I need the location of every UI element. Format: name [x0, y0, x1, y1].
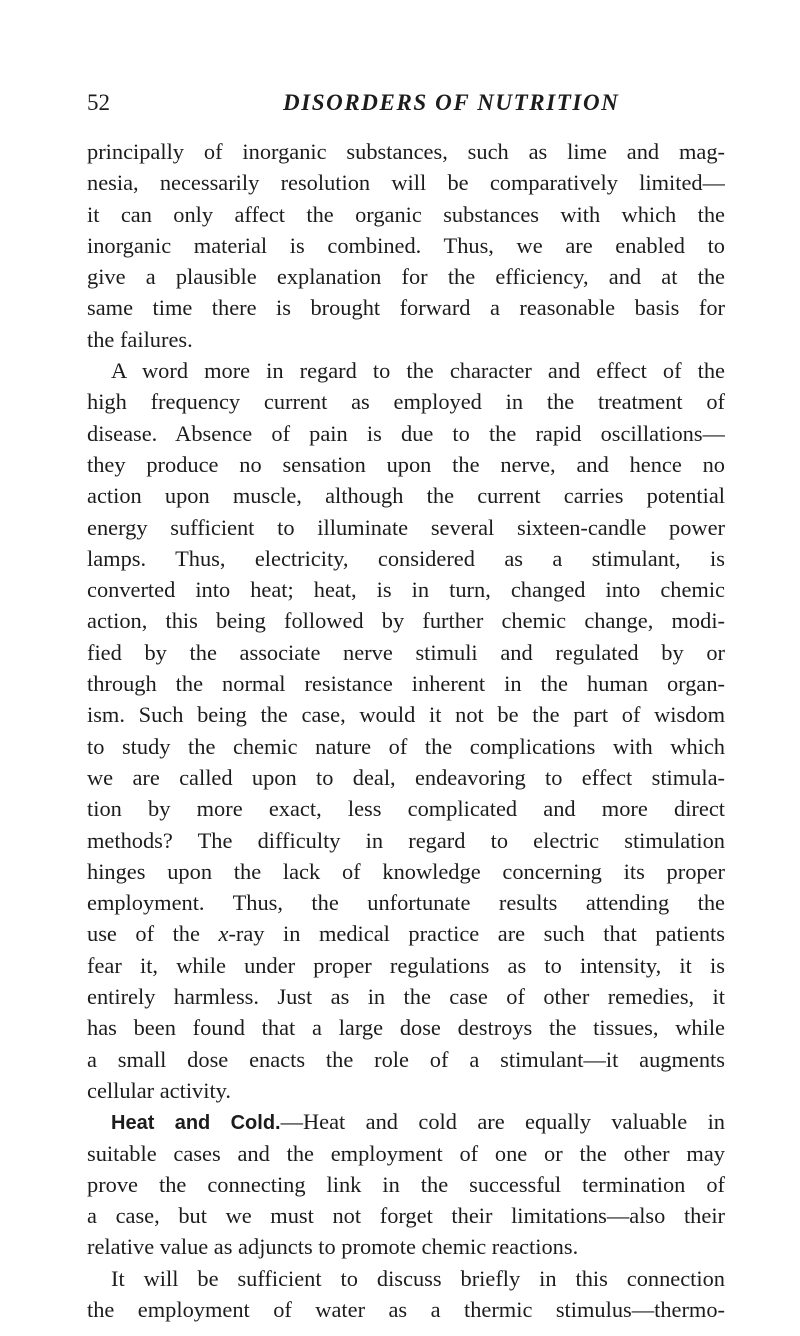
text-line: lamps. Thus, electricity, considered as a stimulant, is [87, 545, 725, 571]
text-line: entirely harmless. Just as in the case of other remedies, it [87, 984, 725, 1010]
text-line: through the normal resistance inherent in the human organ- [87, 671, 725, 697]
text-line: nesia, necessarily resolution will be comparatively limited— [87, 170, 725, 196]
section-heading: Heat and Cold. [111, 1112, 281, 1135]
text-line: give a plausible explanation for the efficiency, and at the [87, 264, 725, 290]
book-page [87, 0, 725, 1336]
text-line: A word more in regard to the character and effect of the [111, 358, 725, 384]
text-line: relative value as adjuncts to promote chemic reactions. [87, 1234, 579, 1260]
text-line: they produce no sensation upon the nerve, and hence no [87, 451, 725, 477]
text-line: ism. Such being the case, would it not be the part of wisdom [87, 702, 725, 728]
text-line: the employment of water as a thermic stimulus—thermo- [87, 1296, 725, 1322]
text-fragment: -ray in medical practice are such that patients [228, 921, 725, 947]
text-line: energy sufficient to illuminate several sixteen-candle power [87, 514, 725, 540]
text-line: we are called upon to deal, endeavoring to effect stimula- [87, 764, 725, 790]
text-line: fied by the associate nerve stimuli and regulated by or [87, 639, 725, 665]
text-line: suitable cases and the employment of one or the other may [87, 1140, 725, 1166]
text-line: prove the connecting link in the successful termination of [87, 1171, 725, 1197]
text-line: tion by more exact, less complicated and more direct [87, 796, 725, 822]
text-line: disease. Absence of pain is due to the rapid oscillations— [87, 420, 725, 446]
text-line: It will be sufficient to discuss briefly in this connection [111, 1265, 725, 1291]
running-head [87, 88, 725, 118]
text-line: action, this being followed by further chemic change, modi- [87, 608, 725, 634]
text-line: employment. Thus, the unfortunate results attending the [87, 890, 725, 916]
text-line: fear it, while under proper regulations as to intensity, it is [87, 952, 725, 978]
text-line: a case, but we must not forget their limitations—also their [87, 1203, 725, 1229]
text-line: hinges upon the lack of knowledge concerning its proper [87, 858, 725, 884]
text-line: methods? The difficulty in regard to electric stimulation [87, 827, 725, 853]
running-title: DISORDERS OF NUTRITION [283, 90, 620, 115]
text-line: inorganic material is combined. Thus, we are enabled to [87, 232, 725, 258]
text-line [87, 918, 725, 949]
text-line: converted into heat; heat, is in turn, changed into chemic [87, 577, 725, 603]
text-line: action upon muscle, although the current carries potential [87, 483, 725, 509]
text-line: has been found that a large dose destroys the tissues, while [87, 1015, 725, 1041]
body-text [87, 136, 725, 1325]
text-line: same time there is brought forward a reasonable basis for [87, 295, 725, 321]
italic-x: x [218, 921, 229, 947]
text-line: cellular activity. [87, 1077, 232, 1103]
text-line: a small dose enacts the role of a stimulant—it augments [87, 1046, 725, 1072]
text-line: principally of inorganic substances, such as lime and mag- [87, 139, 725, 164]
text-line: the failures. [87, 326, 193, 352]
text-fragment: —Heat and cold are equally valuable in [280, 1109, 725, 1135]
text-line [87, 1106, 725, 1137]
text-line: to study the chemic nature of the complications with which [87, 733, 725, 759]
text-fragment: use of the [87, 921, 219, 947]
text-line: it can only affect the organic substances with which the [87, 201, 725, 227]
page-number: 52 [87, 90, 110, 115]
text-line: high frequency current as employed in the treatment of [87, 389, 725, 415]
